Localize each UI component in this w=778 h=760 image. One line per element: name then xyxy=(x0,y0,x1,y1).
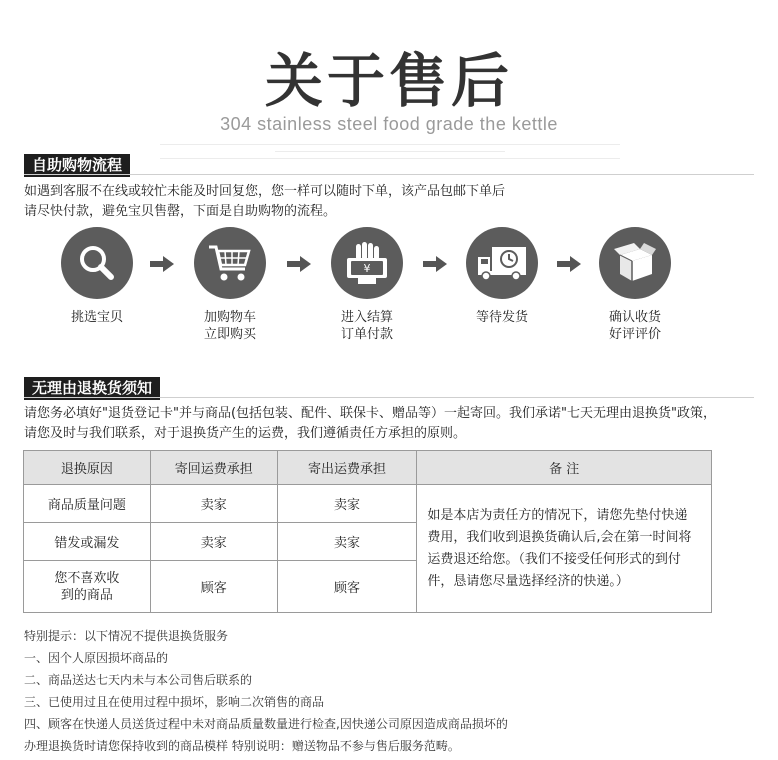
payment-hand-icon xyxy=(344,240,390,286)
step-label: 订单付款 xyxy=(340,327,393,342)
remark-cell xyxy=(417,485,712,613)
arrow-right-icon xyxy=(423,256,447,272)
table-header-cell: 寄回运费承担 xyxy=(150,451,277,485)
page-subtitle: 304 stainless steel food grade the kettle xyxy=(220,114,558,134)
step-label: 加购物车 xyxy=(203,310,256,325)
remark-line: 运费退还给您。（我们不接受任何形式的到付 xyxy=(427,551,681,567)
remark-line: 如是本店为责任方的情况下，请您先垫付快递 xyxy=(427,507,688,523)
table-header-row xyxy=(24,451,712,485)
remark-line: 件，恳请您尽量选择经济的快递。） xyxy=(427,573,629,589)
send-cost-cell: 卖家 xyxy=(277,523,417,561)
remark-line: 费用，我们收到退换货确认后,会在第一时间将 xyxy=(427,529,692,545)
shopping-cart-icon xyxy=(207,241,253,285)
rule-line: 特别提示：以下情况不提供退换货服务 xyxy=(24,629,229,643)
section-title-returns: 无理由退换货须知 xyxy=(24,377,160,400)
flow-step-select xyxy=(42,227,152,326)
flow-intro-line: 如遇到客服不在线或较忙未能及时回复您，您一样可以随时下单，该产品包邮下单后 xyxy=(24,184,506,199)
page-title: 关于售后 xyxy=(264,47,513,115)
table-row xyxy=(24,485,712,523)
send-cost-cell: 顾客 xyxy=(277,561,417,613)
magnifier-icon xyxy=(76,242,118,284)
arrow-right-icon xyxy=(287,256,311,272)
returns-policy-table xyxy=(23,450,712,613)
flow-step-shipping xyxy=(447,227,557,326)
flow-intro xyxy=(24,182,744,222)
delivery-truck-icon xyxy=(476,243,528,283)
svg-text:¥: ¥ xyxy=(363,262,371,275)
section-title-flow: 自助购物流程 xyxy=(24,154,130,177)
step-label: 确认收货 xyxy=(608,310,661,325)
notice-line: 请您务必填好"退货登记卡"并与商品(包括包装、配件、联保卡、赠品等）一起寄回。我们承诺"七天无理由退换货"政策， xyxy=(24,406,716,421)
flow-intro-line: 请尽快付款，避免宝贝售罄，下面是自助购物的流程。 xyxy=(24,204,337,219)
step-label: 进入结算 xyxy=(340,310,393,325)
section-divider xyxy=(24,397,754,398)
rule-line: 办理退换货时请您保持收到的商品模样 特别说明：赠送物品不参与售后服务范畴。 xyxy=(24,739,460,753)
table-header-cell: 备 注 xyxy=(417,451,712,485)
table-header-cell: 退换原因 xyxy=(24,451,151,485)
step-label: 等待发货 xyxy=(475,310,528,325)
return-cost-cell: 卖家 xyxy=(150,485,277,523)
return-cost-cell: 卖家 xyxy=(150,523,277,561)
table-header-cell: 寄出运费承担 xyxy=(277,451,417,485)
returns-notice xyxy=(24,404,754,444)
notice-line: 请您及时与我们联系，对于退换货产生的运费，我们遵循责任方承担的原则。 xyxy=(24,426,467,441)
decorative-lines xyxy=(160,140,620,165)
rule-line: 三、已使用过且在使用过程中损坏，影响二次销售的商品 xyxy=(24,695,325,709)
step-label: 挑选宝贝 xyxy=(70,310,123,325)
step-label: 好评评价 xyxy=(608,327,661,342)
arrow-right-icon xyxy=(150,256,174,272)
reason-line: 您不喜欢收 xyxy=(54,570,120,586)
section-divider xyxy=(24,174,754,175)
step-icon-circle xyxy=(466,227,538,299)
arrow-right-icon xyxy=(557,256,581,272)
package-box-icon xyxy=(612,241,658,285)
step-icon-circle xyxy=(331,227,403,299)
step-icon-circle xyxy=(194,227,266,299)
rule-line: 一、因个人原因损坏商品的 xyxy=(24,651,169,665)
rule-line: 四、顾客在快递人员送货过程中未对商品质量数量进行检查,因快递公司原因造成商品损坏的 xyxy=(24,717,508,731)
return-cost-cell: 顾客 xyxy=(150,561,277,613)
step-label: 立即购买 xyxy=(203,327,256,342)
reason-cell: 商品质量问题 xyxy=(24,485,151,523)
step-icon-circle xyxy=(61,227,133,299)
rule-line: 二、商品送达七天内未与本公司售后联系的 xyxy=(24,673,253,687)
flow-step-confirm xyxy=(580,227,690,343)
no-return-rules xyxy=(24,625,754,757)
reason-line: 到的商品 xyxy=(60,587,113,603)
flow-step-checkout xyxy=(312,227,422,343)
flow-step-cart xyxy=(175,227,285,343)
reason-cell: 错发或漏发 xyxy=(24,523,151,561)
send-cost-cell: 卖家 xyxy=(277,485,417,523)
step-icon-circle xyxy=(599,227,671,299)
reason-cell xyxy=(24,561,151,613)
